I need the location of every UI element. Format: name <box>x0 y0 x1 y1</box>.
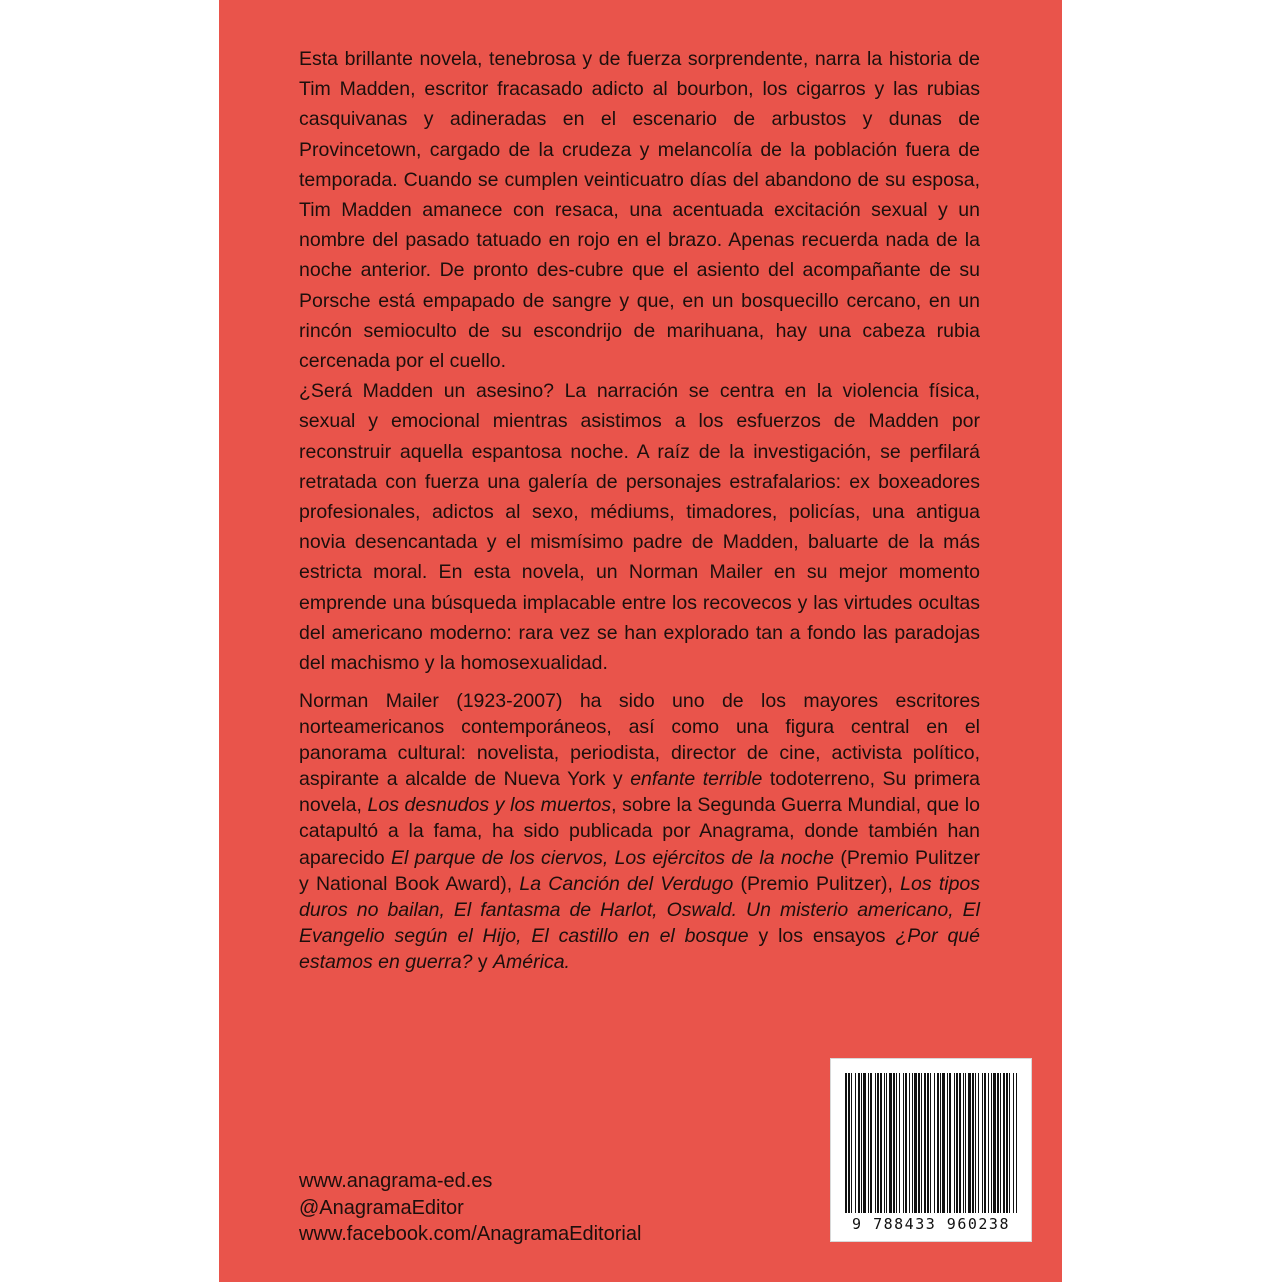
twitter-handle[interactable]: @AnagramaEditor <box>299 1196 464 1219</box>
barcode-bars <box>845 1073 1017 1213</box>
bio-title-1: enfante terrible <box>630 768 763 791</box>
website-link[interactable]: www.anagrama-ed.es <box>299 1170 493 1192</box>
book-back-cover <box>219 0 1062 1282</box>
bio-title-4: La Canción del Verdugo <box>519 872 734 895</box>
bio-title-2: Los desnudos y los muertos <box>367 794 612 817</box>
bio-title-7: América. <box>493 950 570 973</box>
bio-text-3: , sobre la Segunda Guerra Mundial, que lo catapultó a la fama, ha sido publicada por Anagrama, donde también han aparecido <box>299 794 980 869</box>
bio-text-4: (Premio Pulitzer y National Book Award), <box>299 846 980 895</box>
author-bio-paragraph <box>299 688 980 975</box>
publisher-links <box>299 1168 641 1248</box>
isbn-barcode <box>830 1058 1032 1242</box>
isbn-number: 9 788433 960238 <box>852 1215 1010 1233</box>
author-bio <box>299 688 980 975</box>
facebook-link[interactable]: www.facebook.com/AnagramaEditorial <box>299 1223 642 1245</box>
synopsis-paragraph-2: ¿Será Madden un asesino? La narración se centra en la violencia física, sexual y emocional mientras asistimos a los esfuerzos de Madden por reconstruir aquella espantosa noche. A raíz de la investigación, se perfilará retratada con fuerza una galería de personajes estrafalarios: ex boxeadores profesionales, adictos al sexo, médiums, timadores, policías, una antigua novia desencantada y el mismísimo padre de Madden, baluarte de la más estricta moral. En esta novela, un Norman Mailer en su mejor momento emprende una búsqueda implacable entre los recovecos y las virtudes ocultas del americano moderno: rara vez se han explorado tan a fondo las paradojas del machismo y la homosexualidad. <box>299 380 980 675</box>
bio-title-3: El parque de los ciervos, Los ejércitos de la noche <box>391 846 835 869</box>
bio-title-6: ¿Por qué estamos en guerra? <box>299 924 980 973</box>
bio-text-5: (Premio Pulitzer), <box>733 872 901 895</box>
bio-text-6: y los ensayos <box>748 924 896 947</box>
bio-text-7: y <box>472 950 494 973</box>
synopsis-paragraph-1: Esta brillante novela, tenebrosa y de fuerza sorprendente, narra la historia de Tim Madden, escritor fracasado adicto al bourbon, los cigarros y las rubias casquivanas y adineradas en el escenario de arbustos y dunas de Provincetown, cargado de la crudeza y melancolía de la población fuera de temporada. Cuando se cumplen veinticuatro días del abandono de su esposa, Tim Madden amanece con resaca, una acentuada excitación sexual y un nombre del pasado tatuado en rojo en el brazo. Apenas recuerda nada de la noche anterior. De pronto des-cubre que el asiento del acompañante de su Porsche está empapado de sangre y que, en un bosquecillo cercano, en un rincón semioculto de su escondrijo de marihuana, hay una cabeza rubia cercenada por el cuello. <box>299 48 980 373</box>
synopsis-text <box>299 44 980 678</box>
bio-text-1: Norman Mailer (1923-2007) ha sido uno de los mayores escritores norteamericanos contemporáneos, así como una figura central en el panorama cultural: novelista, periodista, director de cine, activista político, aspirante a alcalde de Nueva York y <box>299 690 980 791</box>
bio-text-2: todoterreno, Su primera novela, <box>299 768 981 817</box>
bio-title-5: Los tipos duros no bailan, El fantasma de Harlot, Oswald. Un misterio americano, El Evangelio según el Hijo, El castillo en el bosque <box>299 872 981 947</box>
